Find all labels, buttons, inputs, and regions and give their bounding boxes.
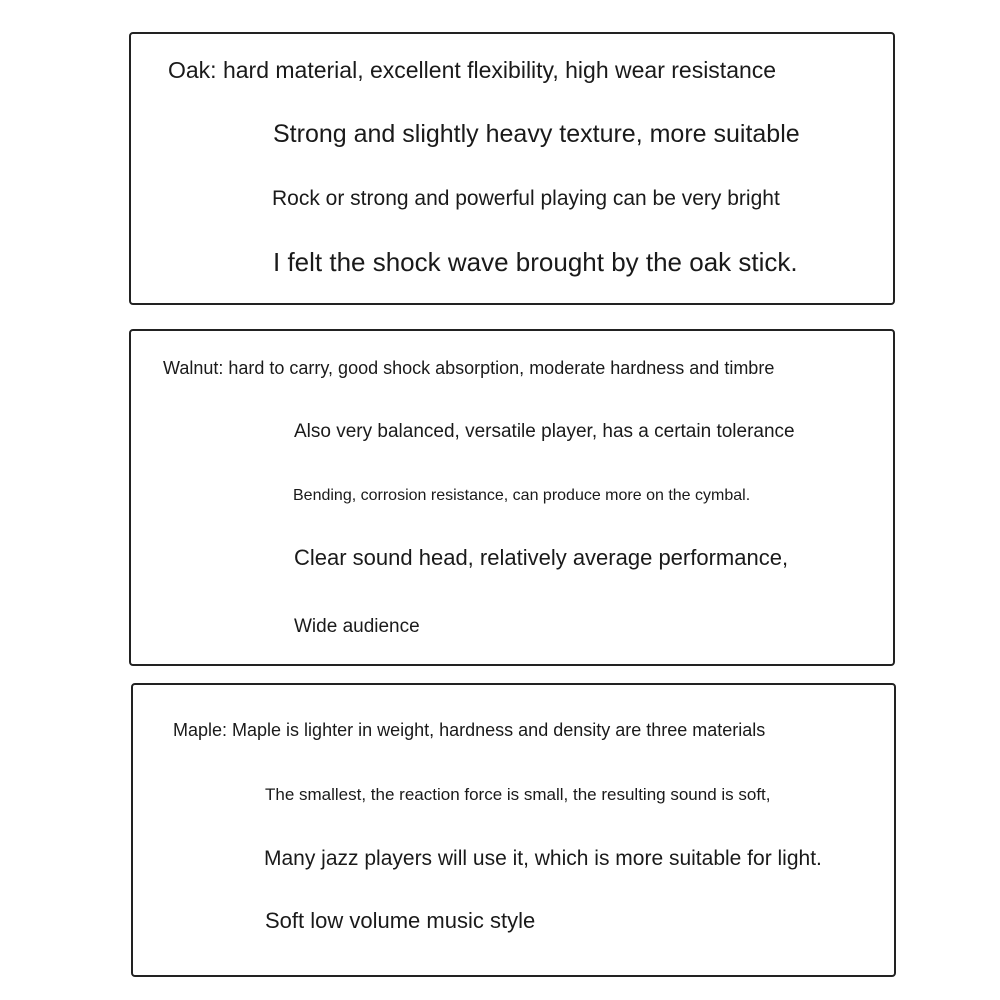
maple-line-2: The smallest, the reaction force is small, the resulting sound is soft, [265,785,771,804]
walnut-line-5: Wide audience [294,616,420,637]
walnut-line-4: Clear sound head, relatively average performance, [294,545,789,570]
maple-card [131,683,896,977]
maple-line-3: Many jazz players will use it, which is more suitable for light. [264,847,822,870]
oak-line-4: I felt the shock wave brought by the oak stick. [273,247,798,277]
walnut-card [129,329,895,666]
oak-line-3: Rock or strong and powerful playing can be very bright [272,187,780,210]
maple-line-4: Soft low volume music style [265,908,536,933]
walnut-line-2: Also very balanced, versatile player, has a certain tolerance [294,421,795,442]
maple-heading: Maple: Maple is lighter in weight, hardness and density are three materials [173,720,766,740]
oak-card [129,32,895,305]
oak-heading: Oak: hard material, excellent flexibility, high wear resistance [168,57,777,83]
oak-line-2: Strong and slightly heavy texture, more suitable [273,120,800,148]
walnut-heading: Walnut: hard to carry, good shock absorption, moderate hardness and timbre [163,358,775,378]
walnut-line-3: Bending, corrosion resistance, can produce more on the cymbal. [293,487,751,504]
